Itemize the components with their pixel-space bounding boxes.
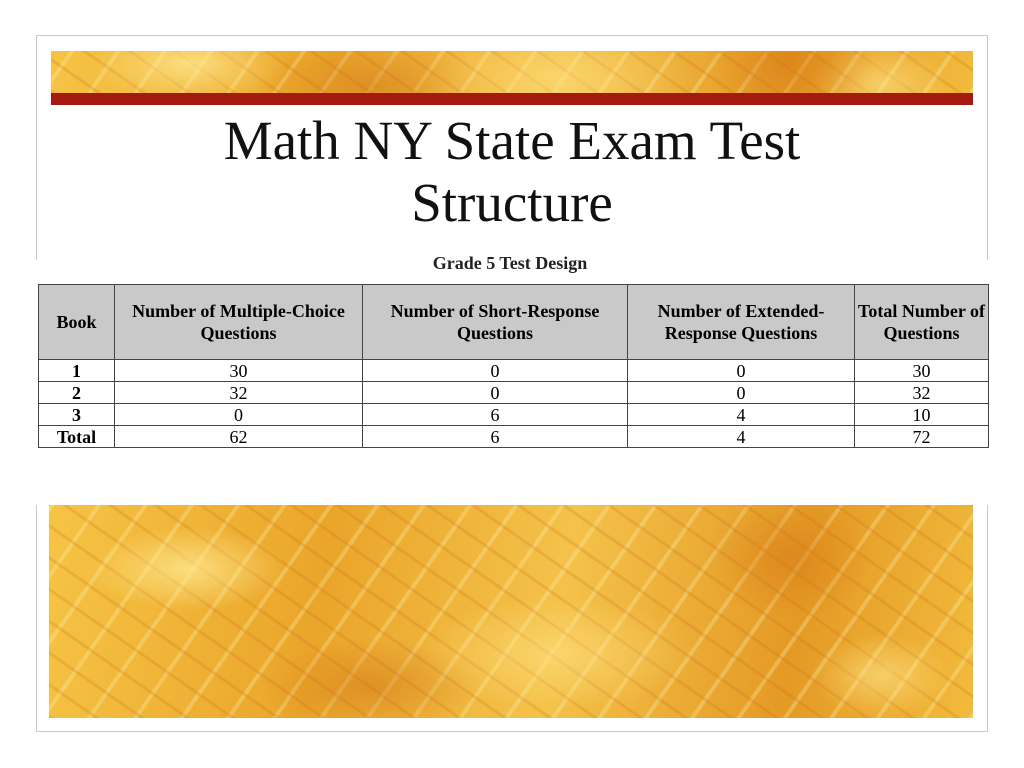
column-header-extended-response: Number of Extended-Response Questions	[628, 285, 855, 360]
table-cell: 32	[855, 382, 989, 404]
slide-title	[51, 110, 973, 234]
table-cell: 0	[363, 382, 628, 404]
table-cell: 6	[363, 426, 628, 448]
column-header-total: Total Number of Questions	[855, 285, 989, 360]
table-cell: 10	[855, 404, 989, 426]
table-caption	[380, 252, 640, 274]
table-row	[39, 360, 989, 382]
table-cell: 6	[363, 404, 628, 426]
column-header-short-response: Number of Short-Response Questions	[363, 285, 628, 360]
table-cell-book: 3	[39, 404, 115, 426]
table-cell: 0	[628, 382, 855, 404]
slide-title-line-1: Math NY State Exam Test	[223, 110, 801, 171]
table-cell: 32	[115, 382, 363, 404]
decorative-texture-top	[51, 51, 973, 93]
accent-bar	[51, 93, 973, 105]
table-row-total	[39, 426, 989, 448]
column-header-book: Book	[39, 285, 115, 360]
test-design-table	[38, 284, 989, 448]
slide-title-line-2: Structure	[411, 172, 613, 233]
table-cell: 30	[115, 360, 363, 382]
table-header-row	[39, 285, 989, 360]
table-cell: 62	[115, 426, 363, 448]
table-row	[39, 404, 989, 426]
table-cell-book: 2	[39, 382, 115, 404]
table-caption-text: Grade 5 Test Design	[432, 253, 588, 273]
column-header-multiple-choice: Number of Multiple-Choice Questions	[115, 285, 363, 360]
table-cell: 72	[855, 426, 989, 448]
table-cell: 4	[628, 404, 855, 426]
table-cell: 4	[628, 426, 855, 448]
table-cell: 30	[855, 360, 989, 382]
table-cell: 0	[115, 404, 363, 426]
table-row	[39, 382, 989, 404]
table-cell-book: Total	[39, 426, 115, 448]
table-cell: 0	[363, 360, 628, 382]
table-cell: 0	[628, 360, 855, 382]
decorative-texture-bottom	[49, 505, 973, 718]
table-cell-book: 1	[39, 360, 115, 382]
